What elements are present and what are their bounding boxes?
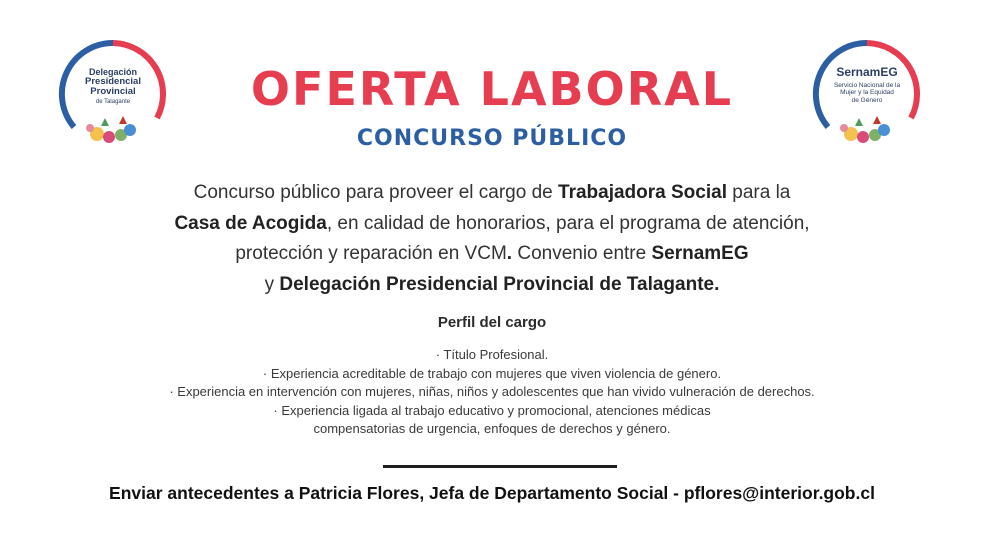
logo-text-line2: Presidencial Provincial bbox=[85, 76, 141, 98]
intro-text: para la bbox=[726, 182, 791, 203]
logo-text-line4: de Género bbox=[851, 97, 883, 105]
intro-paragraph bbox=[92, 178, 892, 300]
logo-text-line2: Servicio Nacional de la bbox=[833, 81, 901, 89]
intro-text: Convenio entre bbox=[512, 243, 652, 264]
intro-bold: Trabajadora Social bbox=[558, 182, 727, 203]
logo-text-line1: SernamEG bbox=[836, 65, 898, 79]
section-title: Perfil del cargo bbox=[437, 314, 547, 331]
divider bbox=[383, 465, 617, 468]
page-title: OFERTA LABORAL bbox=[250, 62, 734, 116]
intro-bold: Delegación Presidencial Provincial de Talagante. bbox=[279, 273, 720, 295]
intro-text: protección y reparación en VCM bbox=[235, 243, 507, 264]
logo-text-line3: Mujer y la Equidad bbox=[840, 89, 894, 97]
list-item: · Título Profesional. bbox=[435, 347, 549, 362]
intro-text: Concurso público para proveer el cargo de bbox=[193, 182, 559, 203]
list-item: · Experiencia ligada al trabajo educativo y promocional, atenciones médicas bbox=[273, 402, 711, 418]
page-subtitle: CONCURSO PÚBLICO bbox=[356, 126, 628, 151]
list-item: · Experiencia acreditable de trabajo con mujeres que viven violencia de género. bbox=[262, 365, 722, 381]
contact-line: Enviar antecedentes a Patricia Flores, Jefa de Departamento Social - pflores@interior.gob.cl bbox=[109, 483, 875, 503]
list-item: compensatorias de urgencia, enfoques de derechos y género. bbox=[313, 421, 671, 436]
intro-bold: . bbox=[506, 243, 513, 264]
logo-text-line1: Delegación bbox=[88, 67, 137, 77]
requirements-list bbox=[0, 346, 984, 439]
intro-text: y bbox=[264, 273, 280, 295]
list-item: · Experiencia en intervención con mujeres, niñas, niños y adolescentes que han vivido vulneración de derechos. bbox=[169, 384, 815, 399]
logo-text-line3: de Talagante bbox=[95, 99, 131, 106]
intro-bold: Casa de Acogida bbox=[174, 212, 327, 234]
intro-bold: SernamEG bbox=[651, 243, 749, 264]
intro-text: , en calidad de honorarios, para el programa de atención, bbox=[326, 212, 810, 234]
